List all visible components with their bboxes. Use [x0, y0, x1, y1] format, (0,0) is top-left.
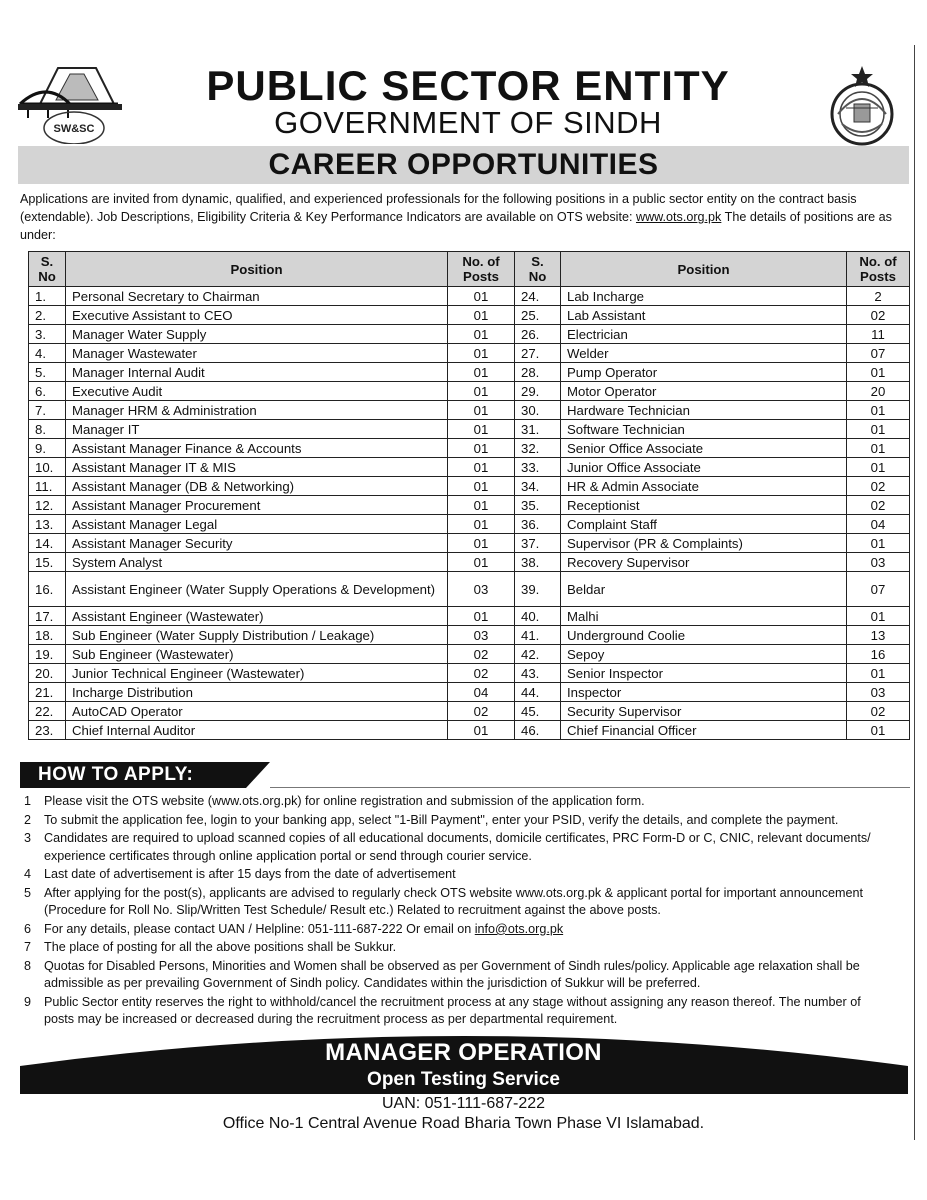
right-serial-cell: 32. — [515, 439, 561, 458]
right-position-cell: Supervisor (PR & Complaints) — [561, 534, 847, 553]
swsc-bridge-logo-icon — [18, 64, 138, 144]
table-row — [29, 683, 910, 702]
left-serial-cell: 11. — [29, 477, 66, 496]
apply-step: 1 Please visit the OTS website (www.ots.org.pk) for online registration and submission of the application form. — [24, 794, 645, 808]
footer-uan: UAN: 051-111-687-222 — [381, 1095, 546, 1112]
right-position-cell: Pump Operator — [561, 363, 847, 382]
right-serial-cell: 24. — [515, 287, 561, 306]
svg-text:SW&SC: SW&SC — [53, 123, 95, 135]
right-position-cell: Receptionist — [561, 496, 847, 515]
table-row — [29, 645, 910, 664]
right-serial-cell: 39. — [515, 572, 561, 607]
intro-text: Applications are invited from dynamic, qualified, and experienced professionals for the following positions in a public sector entity on the contract basis (extendable). Job Descriptions, Eligibility Criteria & Key Performance Indicators are available on OTS website: — [20, 192, 857, 224]
footer-subtitle: Open Testing Service — [367, 1069, 560, 1090]
left-serial-cell: 18. — [29, 626, 66, 645]
left-posts-cell: 02 — [448, 664, 515, 683]
apply-step: 7 The place of posting for all the above positions shall be Sukkur. — [24, 940, 397, 955]
right-position-cell: Lab Incharge — [561, 287, 847, 306]
right-posts-cell: 03 — [847, 553, 910, 572]
left-posts-cell: 01 — [448, 344, 515, 363]
ots-email-link[interactable]: info@ots.org.pk — [474, 921, 564, 936]
right-position-cell: Hardware Technician — [561, 401, 847, 420]
left-posts-cell: 01 — [448, 458, 515, 477]
left-posts-cell: 02 — [448, 645, 515, 664]
left-posts-cell: 03 — [448, 572, 515, 607]
right-serial-cell: 28. — [515, 363, 561, 382]
right-posts-cell: 01 — [847, 721, 910, 740]
right-posts-cell: 02 — [847, 477, 910, 496]
right-posts-cell: 04 — [847, 515, 910, 534]
right-position-cell: Malhi — [561, 607, 847, 626]
right-position-cell: Junior Office Associate — [561, 458, 847, 477]
right-serial-cell: 43. — [515, 664, 561, 683]
left-serial-cell: 4. — [29, 344, 66, 363]
right-margin-rule — [914, 45, 915, 1140]
left-position-cell: Sub Engineer (Water Supply Distribution / Leakage) — [66, 626, 448, 645]
left-serial-cell: 19. — [29, 645, 66, 664]
left-position-cell: System Analyst — [66, 553, 448, 572]
right-position-cell: Beldar — [561, 572, 847, 607]
right-posts-cell: 01 — [847, 534, 910, 553]
apply-step: 3 Candidates are required to upload scanned copies of all educational documents, domicile certificates, PRC Form-D or C, CNIC, relevant documents/ experience certificates through online application portal or send through courier service. — [24, 831, 871, 863]
career-title: CAREER OPPORTUNITIES — [268, 148, 659, 181]
right-position-cell: Software Technician — [561, 420, 847, 439]
header-position: Position — [66, 252, 448, 287]
left-position-cell: Manager Wastewater — [66, 344, 448, 363]
right-posts-cell: 01 — [847, 401, 910, 420]
right-serial-cell: 37. — [515, 534, 561, 553]
right-serial-cell: 46. — [515, 721, 561, 740]
left-position-cell: Assistant Manager Legal — [66, 515, 448, 534]
left-posts-cell: 01 — [448, 496, 515, 515]
positions-table — [28, 251, 910, 740]
right-posts-cell: 07 — [847, 572, 910, 607]
intro-paragraph — [20, 190, 906, 244]
left-serial-cell: 7. — [29, 401, 66, 420]
left-posts-cell: 01 — [448, 477, 515, 496]
right-serial-cell: 26. — [515, 325, 561, 344]
table-row — [29, 534, 910, 553]
left-posts-cell: 01 — [448, 287, 515, 306]
footer-address: Office No-1 Central Avenue Road Bharia Town Phase VI Islamabad. — [222, 1115, 705, 1132]
right-posts-cell: 01 — [847, 439, 910, 458]
left-position-cell: Junior Technical Engineer (Wastewater) — [66, 664, 448, 683]
right-posts-cell: 02 — [847, 496, 910, 515]
right-position-cell: Chief Financial Officer — [561, 721, 847, 740]
table-row — [29, 626, 910, 645]
right-posts-cell: 02 — [847, 702, 910, 721]
right-serial-cell: 44. — [515, 683, 561, 702]
right-position-cell: Sepoy — [561, 645, 847, 664]
ots-website-link[interactable]: www.ots.org.pk — [635, 210, 722, 224]
table-row — [29, 553, 910, 572]
right-serial-cell: 27. — [515, 344, 561, 363]
left-serial-cell: 22. — [29, 702, 66, 721]
right-position-cell: Recovery Supervisor — [561, 553, 847, 572]
apply-step: 2 To submit the application fee, login to your banking app, select "1-Bill Payment", enter your PSID, verify the details, and complete the payment. — [24, 812, 839, 827]
left-serial-cell: 9. — [29, 439, 66, 458]
left-position-cell: Assistant Manager Security — [66, 534, 448, 553]
table-row — [29, 477, 910, 496]
left-posts-cell: 01 — [448, 306, 515, 325]
table-row — [29, 515, 910, 534]
right-serial-cell: 31. — [515, 420, 561, 439]
apply-step: 5 After applying for the post(s), applicants are advised to regularly check OTS website www.ots.org.pk & applicant portal for important announcement (Procedure for Roll No. Slip/Written Test Schedule/ Result etc.) Related to recruitment against the above posts. — [24, 885, 864, 918]
left-serial-cell: 6. — [29, 382, 66, 401]
left-position-cell: Manager Internal Audit — [66, 363, 448, 382]
header-posts: No. of Posts — [847, 252, 910, 287]
how-to-apply-title: HOW TO APPLY: — [38, 764, 194, 785]
left-serial-cell: 2. — [29, 306, 66, 325]
table-row — [29, 572, 910, 607]
left-serial-cell: 16. — [29, 572, 66, 607]
left-position-cell: Manager IT — [66, 420, 448, 439]
left-posts-cell: 01 — [448, 382, 515, 401]
intro-text-end: The details of positions are as under: — [20, 210, 892, 242]
right-posts-cell: 07 — [847, 344, 910, 363]
right-position-cell: Complaint Staff — [561, 515, 847, 534]
table-row — [29, 702, 910, 721]
left-position-cell: Chief Internal Auditor — [66, 721, 448, 740]
positions-table-body — [29, 287, 910, 740]
table-row — [29, 721, 910, 740]
right-posts-cell: 01 — [847, 363, 910, 382]
right-serial-cell: 40. — [515, 607, 561, 626]
left-position-cell: Personal Secretary to Chairman — [66, 287, 448, 306]
right-position-cell: Inspector — [561, 683, 847, 702]
apply-step: 8 Quotas for Disabled Persons, Minorities and Women shall be observed as per Government of Sindh rules/policy. Applicable age relaxation shall be admissible as per prevailing Government of Sindh policy. Candidates within the jurisdiction of Sukkur will be preferred. — [24, 958, 860, 991]
right-serial-cell: 42. — [515, 645, 561, 664]
apply-steps-list — [24, 793, 894, 1030]
left-posts-cell: 04 — [448, 683, 515, 702]
left-posts-cell: 01 — [448, 534, 515, 553]
left-position-cell: Assistant Manager Procurement — [66, 496, 448, 515]
left-position-cell: Assistant Engineer (Water Supply Operations & Development) — [66, 572, 448, 607]
right-position-cell: Lab Assistant — [561, 306, 847, 325]
left-posts-cell: 01 — [448, 420, 515, 439]
right-posts-cell: 01 — [847, 664, 910, 683]
right-position-cell: Security Supervisor — [561, 702, 847, 721]
right-position-cell: Motor Operator — [561, 382, 847, 401]
left-position-cell: Assistant Manager IT & MIS — [66, 458, 448, 477]
left-position-cell: Sub Engineer (Wastewater) — [66, 645, 448, 664]
right-posts-cell: 20 — [847, 382, 910, 401]
apply-step: 9 Public Sector entity reserves the right to withhold/cancel the recruitment process at any stage without assigning any reason thereof. The number of posts may be increased or decreased during the recruitment process as per departmental requirement. — [24, 994, 861, 1027]
header-position: Position — [561, 252, 847, 287]
left-posts-cell: 01 — [448, 325, 515, 344]
left-serial-cell: 12. — [29, 496, 66, 515]
right-position-cell: Underground Coolie — [561, 626, 847, 645]
right-serial-cell: 45. — [515, 702, 561, 721]
right-position-cell: Senior Inspector — [561, 664, 847, 683]
page-title: PUBLIC SECTOR ENTITY — [206, 62, 730, 109]
apply-step: 4 Last date of advertisement is after 15 days from the date of advertisement — [24, 867, 456, 882]
left-serial-cell: 17. — [29, 607, 66, 626]
left-position-cell: Executive Assistant to CEO — [66, 306, 448, 325]
left-serial-cell: 1. — [29, 287, 66, 306]
divider — [270, 787, 910, 788]
right-serial-cell: 35. — [515, 496, 561, 515]
right-serial-cell: 38. — [515, 553, 561, 572]
right-posts-cell: 2 — [847, 287, 910, 306]
left-serial-cell: 10. — [29, 458, 66, 477]
header-sno: S. No — [515, 252, 561, 287]
left-position-cell: Assistant Manager (DB & Networking) — [66, 477, 448, 496]
left-posts-cell: 01 — [448, 363, 515, 382]
left-posts-cell: 01 — [448, 553, 515, 572]
right-serial-cell: 25. — [515, 306, 561, 325]
right-posts-cell: 01 — [847, 607, 910, 626]
table-row — [29, 382, 910, 401]
right-position-cell: HR & Admin Associate — [561, 477, 847, 496]
left-serial-cell: 13. — [29, 515, 66, 534]
header-sno: S. No — [29, 252, 66, 287]
left-serial-cell: 15. — [29, 553, 66, 572]
table-row — [29, 664, 910, 683]
header — [18, 62, 908, 146]
table-row — [29, 401, 910, 420]
left-serial-cell: 23. — [29, 721, 66, 740]
table-row — [29, 363, 910, 382]
right-posts-cell: 13 — [847, 626, 910, 645]
left-position-cell: Manager Water Supply — [66, 325, 448, 344]
right-serial-cell: 36. — [515, 515, 561, 534]
right-position-cell: Senior Office Associate — [561, 439, 847, 458]
right-position-cell: Welder — [561, 344, 847, 363]
table-row — [29, 306, 910, 325]
left-posts-cell: 01 — [448, 401, 515, 420]
left-position-cell: Assistant Manager Finance & Accounts — [66, 439, 448, 458]
right-serial-cell: 30. — [515, 401, 561, 420]
table-row — [29, 439, 910, 458]
left-serial-cell: 20. — [29, 664, 66, 683]
right-serial-cell: 34. — [515, 477, 561, 496]
left-posts-cell: 01 — [448, 439, 515, 458]
left-position-cell: AutoCAD Operator — [66, 702, 448, 721]
left-posts-cell: 01 — [448, 515, 515, 534]
left-posts-cell: 02 — [448, 702, 515, 721]
right-posts-cell: 01 — [847, 458, 910, 477]
table-header-row — [29, 252, 910, 287]
left-position-cell: Assistant Engineer (Wastewater) — [66, 607, 448, 626]
right-serial-cell: 41. — [515, 626, 561, 645]
apply-step: 6 For any details, please contact UAN / Helpline: 051-111-687-222 Or email on info@ots.org.pk — [24, 921, 564, 936]
table-row — [29, 458, 910, 477]
header-posts: No. of Posts — [448, 252, 515, 287]
right-posts-cell: 01 — [847, 420, 910, 439]
left-posts-cell: 03 — [448, 626, 515, 645]
table-row — [29, 287, 910, 306]
right-posts-cell: 02 — [847, 306, 910, 325]
right-posts-cell: 16 — [847, 645, 910, 664]
table-row — [29, 420, 910, 439]
right-serial-cell: 33. — [515, 458, 561, 477]
table-row — [29, 325, 910, 344]
page-subtitle: GOVERNMENT OF SINDH — [274, 105, 662, 140]
right-posts-cell: 03 — [847, 683, 910, 702]
left-serial-cell: 3. — [29, 325, 66, 344]
left-serial-cell: 5. — [29, 363, 66, 382]
left-posts-cell: 01 — [448, 721, 515, 740]
left-serial-cell: 14. — [29, 534, 66, 553]
sindh-government-seal-icon — [820, 64, 904, 146]
left-position-cell: Executive Audit — [66, 382, 448, 401]
right-serial-cell: 29. — [515, 382, 561, 401]
right-posts-cell: 11 — [847, 325, 910, 344]
left-posts-cell: 01 — [448, 607, 515, 626]
left-serial-cell: 8. — [29, 420, 66, 439]
left-position-cell: Manager HRM & Administration — [66, 401, 448, 420]
footer-title: MANAGER OPERATION — [325, 1039, 602, 1066]
left-serial-cell: 21. — [29, 683, 66, 702]
right-position-cell: Electrician — [561, 325, 847, 344]
career-banner — [18, 146, 909, 184]
table-row — [29, 607, 910, 626]
left-position-cell: Incharge Distribution — [66, 683, 448, 702]
table-row — [29, 344, 910, 363]
table-row — [29, 496, 910, 515]
